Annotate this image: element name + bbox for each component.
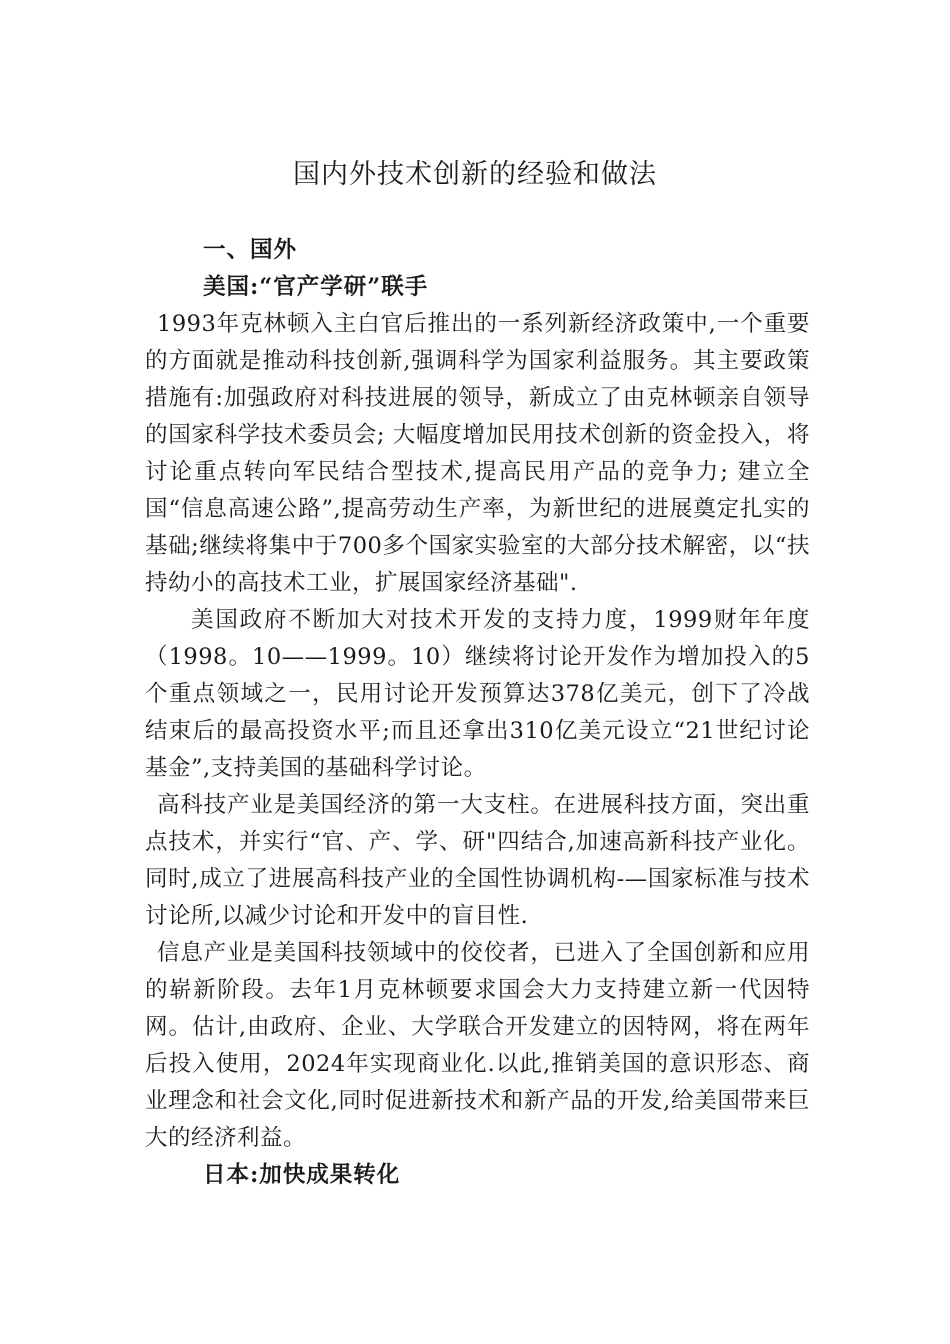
subheading-usa: 美国:“官产学研”联手 <box>203 274 429 300</box>
document-body <box>145 232 810 1194</box>
section-heading-foreign: 一、国外 <box>203 237 298 263</box>
paragraph-usa-policy: 1993年克林顿入主白官后推出的一系列新经济政策中,一个重要的方面就是推动科技创新,强调科学为国家利益服务。其主要政策措施有:加强政府对科技进展的领导，新成立了由克林顿亲自领导的国家科学技术委员会; 大幅度增加民用技术创新的资金投入，将讨论重点转向军民结合型技术,提高民用产品的竞争力; 建立全国“信息高速公路”,提高劳动生产率，为新世纪的进展奠定扎实的基础;继续将集中于700多个国家实验室的大部分技术解密，以“扶持幼小的高技术工业，扩展国家经济基础". <box>145 311 810 596</box>
paragraph-usa-hightech: 高科技产业是美国经济的第一大支柱。在进展科技方面，突出重点技术，并实行“官、产、学、研"四结合,加速高新科技产业化。同时,成立了进展高科技产业的全国性协调机构-—国家标准与技术讨论所,以减少讨论和开发中的盲目性. <box>145 792 810 929</box>
document-title: 国内外技术创新的经验和做法 <box>293 159 657 190</box>
paragraph-usa-information: 信息产业是美国科技领域中的佼佼者，已进入了全国创新和应用的崭新阶段。去年1月克林顿要求国会大力支持建立新一代因特网。估计,由政府、企业、大学联合开发建立的因特网，将在两年后投入使用，2024年实现商业化.以此,推销美国的意识形态、商业理念和社会文化,同时促进新技术和新产品的开发,给美国带来巨大的经济利益。 <box>145 940 810 1151</box>
paragraph-usa-funding: 美国政府不断加大对技术开发的支持力度，1999财年年度（1998。10——1999。10）继续将讨论开发作为增加投入的5个重点领域之一，民用讨论开发预算达378亿美元，创下了冷战结束后的最高投资水平;而且还拿出310亿美元设立“21世纪讨论基金”,支持美国的基础科学讨论。 <box>145 607 810 781</box>
subheading-japan: 日本:加快成果转化 <box>203 1162 401 1188</box>
